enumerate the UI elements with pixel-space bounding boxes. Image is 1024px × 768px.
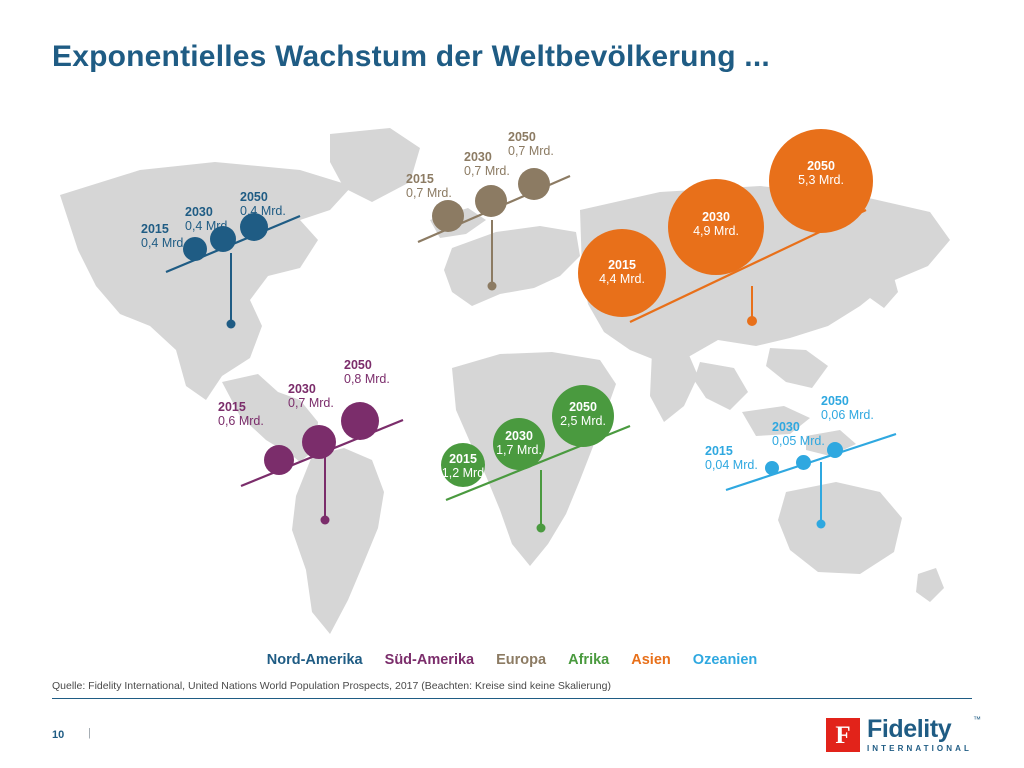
label-year: 2030 [505, 429, 533, 443]
label-nord-amerika-2050 [240, 190, 286, 219]
label-sued-amerika-2015 [218, 400, 264, 429]
label-value: 0,7 Mrd. [464, 164, 510, 179]
bubble-ozeanien-2050 [827, 442, 843, 458]
label-year: 2030 [772, 420, 800, 434]
legend-item-europa: Europa [496, 652, 547, 668]
label-sued-amerika-2050 [344, 358, 390, 387]
label-year: 2050 [508, 130, 536, 144]
label-europa-2030 [464, 150, 510, 179]
fidelity-logo [826, 715, 981, 755]
label-year: 2030 [702, 210, 730, 224]
label-value: 0,06 Mrd. [821, 408, 874, 423]
label-year: 2015 [449, 452, 477, 466]
label-year: 2015 [406, 172, 434, 186]
label-ozeanien-2030 [772, 420, 825, 449]
bubble-sued-amerika-2050 [341, 402, 379, 440]
trademark-symbol: ™ [973, 715, 981, 724]
page-number: 10 [52, 729, 65, 741]
label-year: 2015 [218, 400, 246, 414]
label-value: 0,4 Mrd. [185, 219, 231, 234]
label-year: 2030 [185, 205, 213, 219]
bubble-sued-amerika-2030 [302, 425, 336, 459]
world-map-chart [0, 100, 1024, 660]
fidelity-logo-text [866, 715, 981, 753]
label-value: 0,04 Mrd. [705, 458, 758, 473]
label-europa-2015 [406, 172, 452, 201]
label-value: 0,8 Mrd. [344, 372, 390, 387]
label-value: 0,7 Mrd. [288, 396, 334, 411]
label-ozeanien-2050 [821, 394, 874, 423]
label-value: 0,05 Mrd. [772, 434, 825, 449]
label-value: 0,4 Mrd. [240, 204, 286, 219]
page-separator: | [88, 727, 91, 739]
legend-item-afrika: Afrika [568, 652, 610, 668]
bubble-europa-2015 [432, 200, 464, 232]
fidelity-logo-mark: F [826, 718, 860, 752]
label-afrika-2015 [441, 452, 485, 481]
legend-item-nord-amerika: Nord-Amerika [266, 652, 363, 668]
label-europa-2050 [508, 130, 554, 159]
label-value: 1,7 Mrd. [496, 443, 542, 458]
bubble-ozeanien-2015 [765, 461, 779, 475]
label-year: 2015 [141, 222, 169, 236]
label-afrika-2030 [493, 429, 545, 458]
label-value: 0,4 Mrd. [141, 236, 187, 251]
label-year: 2050 [240, 190, 268, 204]
bubble-europa-2050 [518, 168, 550, 200]
label-ozeanien-2015 [705, 444, 758, 473]
legend-item-ozeanien: Ozeanien [692, 652, 758, 668]
label-year: 2030 [288, 382, 316, 396]
source-note: Quelle: Fidelity International, United Nations World Population Prospects, 2017 (Beachten: Kreise sind keine Skalierung) [52, 680, 611, 692]
label-value: 5,3 Mrd. [798, 173, 844, 188]
label-asien-2015 [578, 258, 666, 287]
bubble-ozeanien-2030 [796, 455, 811, 470]
bubble-sued-amerika-2015 [264, 445, 294, 475]
label-value: 0,7 Mrd. [508, 144, 554, 159]
label-year: 2015 [705, 444, 733, 458]
label-value: 1,2 Mrd [441, 466, 485, 481]
label-nord-amerika-2015 [141, 222, 187, 251]
label-value: 0,7 Mrd. [406, 186, 452, 201]
label-year: 2050 [821, 394, 849, 408]
label-year: 2050 [807, 159, 835, 173]
label-value: 4,9 Mrd. [693, 224, 739, 239]
fidelity-logo-subtitle: INTERNATIONAL [866, 744, 972, 753]
label-afrika-2050 [552, 400, 614, 429]
label-year: 2050 [569, 400, 597, 414]
footer-divider [52, 698, 972, 699]
label-year: 2015 [608, 258, 636, 272]
label-value: 0,6 Mrd. [218, 414, 264, 429]
legend-item-asien: Asien [631, 652, 671, 668]
label-year: 2030 [464, 150, 492, 164]
label-asien-2030 [668, 210, 764, 239]
fidelity-logo-name: Fidelity [866, 715, 952, 743]
label-year: 2050 [344, 358, 372, 372]
label-asien-2050 [769, 159, 873, 188]
legend-item-sued-amerika: Süd-Amerika [384, 652, 475, 668]
chart-legend [0, 652, 1024, 668]
label-nord-amerika-2030 [185, 205, 231, 234]
page-title: Exponentielles Wachstum der Weltbevölkerung ... [52, 40, 770, 73]
label-sued-amerika-2030 [288, 382, 334, 411]
bubble-europa-2030 [475, 185, 507, 217]
label-value: 4,4 Mrd. [599, 272, 645, 287]
label-value: 2,5 Mrd. [560, 414, 606, 429]
